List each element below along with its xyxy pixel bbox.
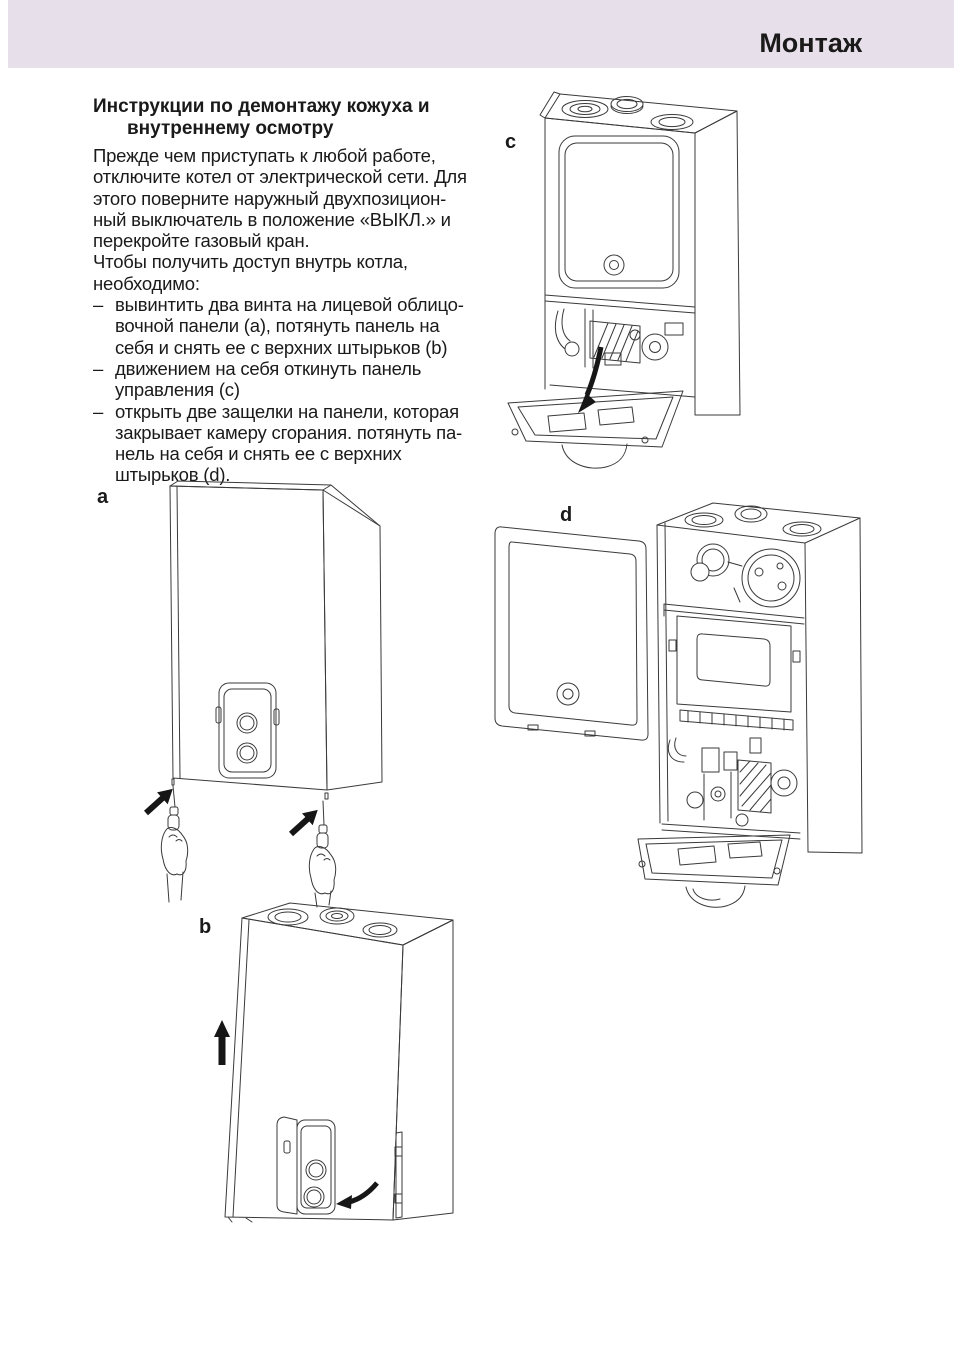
paragraph-line: перекройте газовый кран. bbox=[93, 230, 310, 252]
list-line: закрывает камеру сгорания. потянуть па- bbox=[115, 421, 462, 443]
paragraph-line: этого поверните наружный двухпозицион- bbox=[93, 187, 447, 209]
boiler-cabinet-outline bbox=[540, 92, 740, 415]
figure-c-label: c bbox=[505, 131, 517, 153]
list-item bbox=[93, 401, 488, 486]
figure-a-illustration bbox=[140, 480, 390, 908]
list-item-text bbox=[115, 294, 464, 358]
boiler-internals bbox=[545, 295, 695, 397]
paragraph-line: ный выключатель в положение «ВЫКЛ.» и bbox=[93, 208, 451, 230]
page-header bbox=[8, 0, 954, 68]
list-line: движением на себя откинуть панель bbox=[115, 357, 422, 379]
figure-a-label: a bbox=[97, 486, 109, 508]
list-item-text bbox=[115, 401, 462, 486]
paragraph-line: Прежде чем приступать к любой работе, bbox=[93, 145, 436, 166]
list-line: себя и снять ее с верхних штырьков (b) bbox=[115, 336, 448, 358]
hydraulic-components bbox=[662, 738, 800, 839]
section-body bbox=[93, 145, 488, 486]
combustion-chamber bbox=[669, 616, 800, 730]
boiler-front-screws-drawing bbox=[140, 480, 390, 908]
boiler-chamber-panel-drawing bbox=[488, 498, 868, 915]
boiler-casing-removal-drawing bbox=[210, 900, 460, 1242]
list-line: управления (c) bbox=[115, 379, 240, 401]
paragraph-line: Чтобы получить доступ внутрь котла, bbox=[93, 251, 408, 273]
list-line: открыть две защелки на панели, которая bbox=[115, 400, 459, 422]
list-item bbox=[93, 294, 488, 358]
instructions-section bbox=[93, 96, 488, 486]
upper-components bbox=[664, 544, 804, 624]
section-heading-line2: внутреннему осмотру bbox=[127, 118, 334, 139]
figure-b-illustration bbox=[210, 900, 460, 1242]
list-line: штырьков (d). bbox=[115, 464, 231, 486]
figure-b-label: b bbox=[199, 916, 212, 938]
bullet-dash: – bbox=[93, 357, 104, 379]
list-line: вывинтить два винта на лицевой облицо- bbox=[115, 294, 464, 316]
lift-up-arrow bbox=[214, 1020, 230, 1065]
bullet-dash: – bbox=[93, 400, 104, 422]
removed-front-panel bbox=[495, 527, 648, 740]
boiler-open-control-panel-drawing bbox=[490, 85, 760, 485]
section-heading-line1: Инструкции по демонтажу кожуха и bbox=[93, 96, 430, 117]
paragraph-line: необходимо: bbox=[93, 272, 200, 294]
pull-forward-arrow bbox=[336, 1183, 377, 1209]
list-item bbox=[93, 358, 488, 401]
opened-control-panel-tray bbox=[638, 835, 790, 907]
figure-c-illustration bbox=[490, 85, 760, 485]
control-panel bbox=[277, 1117, 335, 1214]
list-line: нель на себя и снять ее с верхних bbox=[115, 443, 402, 465]
paragraph-line: отключите котел от электрической сети. Для bbox=[93, 166, 467, 188]
list-item-text bbox=[115, 358, 421, 401]
screw-direction-arrows bbox=[141, 783, 323, 840]
figure-d-illustration bbox=[488, 498, 868, 915]
opened-control-panel-tray bbox=[508, 391, 683, 468]
boiler-cabinet-outline bbox=[225, 903, 453, 1222]
boiler-frame bbox=[657, 503, 862, 853]
control-panel bbox=[216, 683, 279, 778]
list-line: вочной панели (a), потянуть панель на bbox=[115, 315, 440, 337]
right-screwdriver-hand bbox=[309, 793, 335, 907]
bullet-dash: – bbox=[93, 294, 104, 316]
figure-d-label: d bbox=[560, 504, 573, 526]
page-title: Монтаж bbox=[759, 28, 862, 58]
